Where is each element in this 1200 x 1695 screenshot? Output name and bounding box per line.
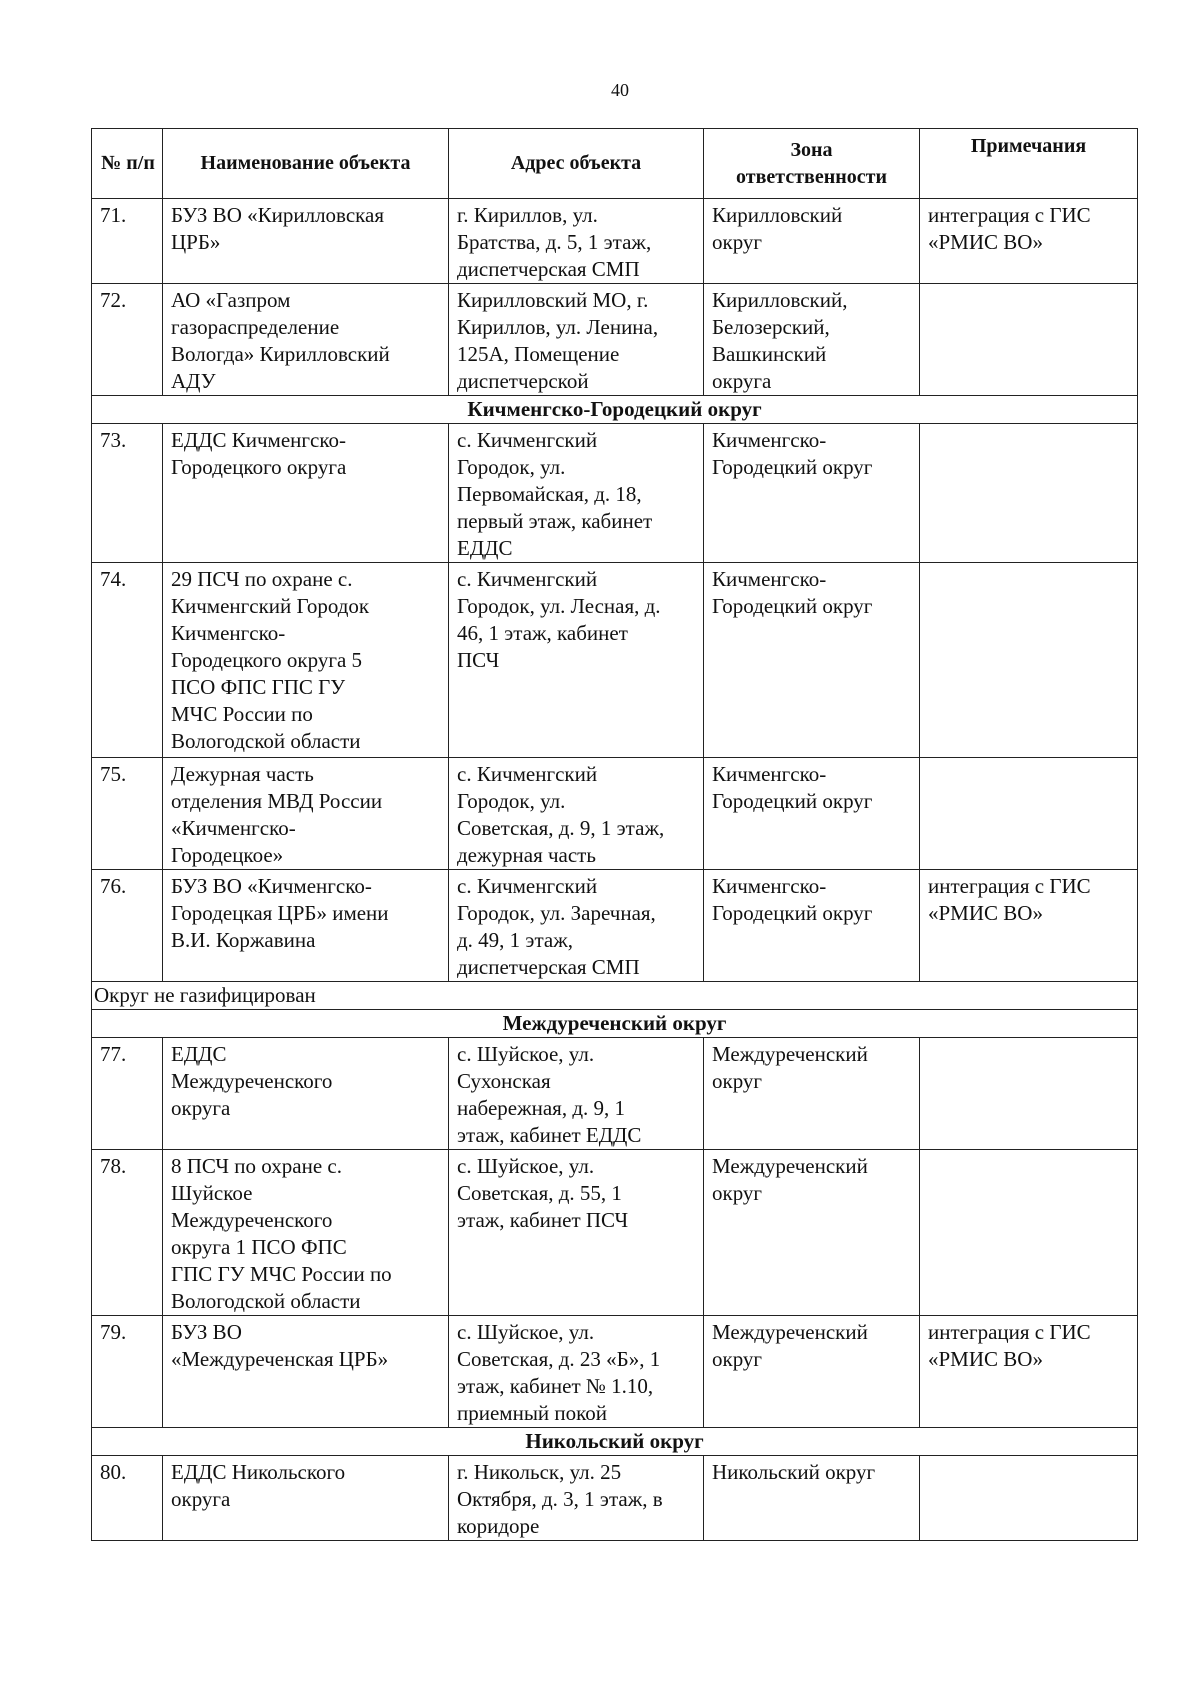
row-zone xyxy=(704,1038,920,1150)
row-address-text: Кирилловский МО, г. Кириллов, ул. Ленина, 125А, Помещение диспетчерской xyxy=(457,288,659,393)
row-notes xyxy=(920,424,1138,563)
row-num: 79. xyxy=(92,1316,163,1428)
section-row xyxy=(92,396,1138,424)
row-name-text: АО «Газпром газораспределение Вологда» Кирилловский АДУ xyxy=(171,288,390,393)
row-name xyxy=(163,1150,449,1316)
row-name-text: БУЗ ВО «Междуреченская ЦРБ» xyxy=(171,1320,389,1371)
row-num: 80. xyxy=(92,1456,163,1541)
row-name-text: ЕДДС Междуреченского округа xyxy=(171,1042,333,1120)
row-address-text: с. Кичменгский Городок, ул. Лесная, д. 46, 1 этаж, кабинет ПСЧ xyxy=(457,567,661,672)
row-name xyxy=(163,758,449,870)
row-notes xyxy=(920,1150,1138,1316)
row-name-text: Дежурная часть отделения МВД России «Кичменгско- Городецкое» xyxy=(171,762,383,867)
row-address-text: с. Шуйское, ул. Сухонская набережная, д. 9, 1 этаж, кабинет ЕДДС xyxy=(457,1042,642,1147)
row-notes xyxy=(920,1316,1138,1428)
row-notes-text: интеграция с ГИС «РМИС ВО» xyxy=(928,203,1091,254)
row-zone-text: Кичменгско- Городецкий округ xyxy=(712,428,873,479)
row-notes xyxy=(920,563,1138,758)
row-zone-text: Междуреченский округ xyxy=(712,1154,868,1205)
row-num: 71. xyxy=(92,199,163,284)
row-address-text: с. Шуйское, ул. Советская, д. 23 «Б», 1 этаж, кабинет № 1.10, приемный покой xyxy=(457,1320,661,1425)
row-zone xyxy=(704,563,920,758)
row-name xyxy=(163,1316,449,1428)
row-num: 72. xyxy=(92,284,163,396)
row-notes xyxy=(920,284,1138,396)
row-name-text: 29 ПСЧ по охране с. Кичменгский Городок Кичменгско- Городецкого округа 5 ПСО ФПС ГПС ГУ МЧС России по Вологодской области xyxy=(171,567,370,753)
row-name-text: 8 ПСЧ по охране с. Шуйское Междуреченского округа 1 ПСО ФПС ГПС ГУ МЧС России по Вологодской области xyxy=(171,1154,392,1313)
row-name-text: ЕДДС Никольского округа xyxy=(171,1460,346,1511)
row-zone xyxy=(704,284,920,396)
row-address xyxy=(449,284,704,396)
table-header-row xyxy=(92,129,1138,199)
row-address-text: г. Никольск, ул. 25 Октября, д. 3, 1 этаж, в коридоре xyxy=(457,1460,663,1538)
row-name xyxy=(163,284,449,396)
objects-table xyxy=(91,128,1138,1541)
row-num: 74. xyxy=(92,563,163,758)
row-address-text: с. Кичменгский Городок, ул. Первомайская, д. 18, первый этаж, кабинет ЕДДС xyxy=(457,428,653,560)
page-number: 40 xyxy=(611,80,629,100)
header-zone-text: Зона ответственности xyxy=(736,138,887,188)
section-title: Кичменгско-Городецкий округ xyxy=(92,396,1138,424)
table-row xyxy=(92,1150,1138,1316)
table-row xyxy=(92,1038,1138,1150)
row-name xyxy=(163,563,449,758)
row-zone xyxy=(704,424,920,563)
row-notes xyxy=(920,758,1138,870)
section-row xyxy=(92,1010,1138,1038)
row-num: 77. xyxy=(92,1038,163,1150)
row-address xyxy=(449,424,704,563)
table-row xyxy=(92,758,1138,870)
header-address: Адрес объекта xyxy=(449,129,704,199)
not-gasified-note: Округ не газифицирован xyxy=(92,982,1138,1010)
row-zone-text: Кирилловский округ xyxy=(712,203,843,254)
row-name-text: ЕДДС Кичменгско- Городецкого округа xyxy=(171,428,347,479)
header-notes: Примечания xyxy=(920,129,1138,199)
row-address xyxy=(449,563,704,758)
row-name xyxy=(163,1038,449,1150)
header-zone xyxy=(704,129,920,199)
row-zone-text: Междуреченский округ xyxy=(712,1042,868,1093)
table-row xyxy=(92,284,1138,396)
row-notes xyxy=(920,870,1138,982)
row-address xyxy=(449,1456,704,1541)
row-zone xyxy=(704,1316,920,1428)
row-address xyxy=(449,1150,704,1316)
table-row xyxy=(92,199,1138,284)
row-zone-text: Кичменгско- Городецкий округ xyxy=(712,567,873,618)
row-num: 78. xyxy=(92,1150,163,1316)
row-zone-text: Междуреченский округ xyxy=(712,1320,868,1371)
row-zone-text: Кирилловский, Белозерский, Вашкинский округа xyxy=(712,288,848,393)
row-notes-text: интеграция с ГИС «РМИС ВО» xyxy=(928,874,1091,925)
row-num: 75. xyxy=(92,758,163,870)
row-name xyxy=(163,870,449,982)
table-row xyxy=(92,424,1138,563)
table-row xyxy=(92,1316,1138,1428)
row-name xyxy=(163,1456,449,1541)
section-row xyxy=(92,1428,1138,1456)
row-address xyxy=(449,1316,704,1428)
row-address-text: с. Шуйское, ул. Советская, д. 55, 1 этаж, кабинет ПСЧ xyxy=(457,1154,629,1232)
row-name xyxy=(163,199,449,284)
note-row xyxy=(92,982,1138,1010)
row-notes xyxy=(920,1456,1138,1541)
row-address xyxy=(449,199,704,284)
row-zone xyxy=(704,199,920,284)
row-zone xyxy=(704,1456,920,1541)
row-name-text: БУЗ ВО «Кичменгско- Городецкая ЦРБ» имени В.И. Коржавина xyxy=(171,874,389,952)
row-num: 76. xyxy=(92,870,163,982)
section-title: Междуреченский округ xyxy=(92,1010,1138,1038)
table-row xyxy=(92,870,1138,982)
row-notes xyxy=(920,199,1138,284)
row-name xyxy=(163,424,449,563)
row-num: 73. xyxy=(92,424,163,563)
row-address-text: с. Кичменгский Городок, ул. Советская, д. 9, 1 этаж, дежурная часть xyxy=(457,762,665,867)
row-address-text: г. Кириллов, ул. Братства, д. 5, 1 этаж, диспетчерская СМП xyxy=(457,203,652,281)
row-zone xyxy=(704,758,920,870)
table-row xyxy=(92,1456,1138,1541)
row-address xyxy=(449,870,704,982)
section-title: Никольский округ xyxy=(92,1428,1138,1456)
row-address xyxy=(449,758,704,870)
header-name: Наименование объекта xyxy=(163,129,449,199)
row-zone xyxy=(704,870,920,982)
row-name-text: БУЗ ВО «Кирилловская ЦРБ» xyxy=(171,203,385,254)
row-zone-text: Кичменгско- Городецкий округ xyxy=(712,874,873,925)
row-address-text: с. Кичменгский Городок, ул. Заречная, д. 49, 1 этаж, диспетчерская СМП xyxy=(457,874,656,979)
row-zone-text: Никольский округ xyxy=(712,1460,876,1484)
row-zone-text: Кичменгско- Городецкий округ xyxy=(712,762,873,813)
row-zone xyxy=(704,1150,920,1316)
header-num: № п/п xyxy=(92,129,163,199)
row-notes xyxy=(920,1038,1138,1150)
table-row xyxy=(92,563,1138,758)
row-address xyxy=(449,1038,704,1150)
row-notes-text: интеграция с ГИС «РМИС ВО» xyxy=(928,1320,1091,1371)
